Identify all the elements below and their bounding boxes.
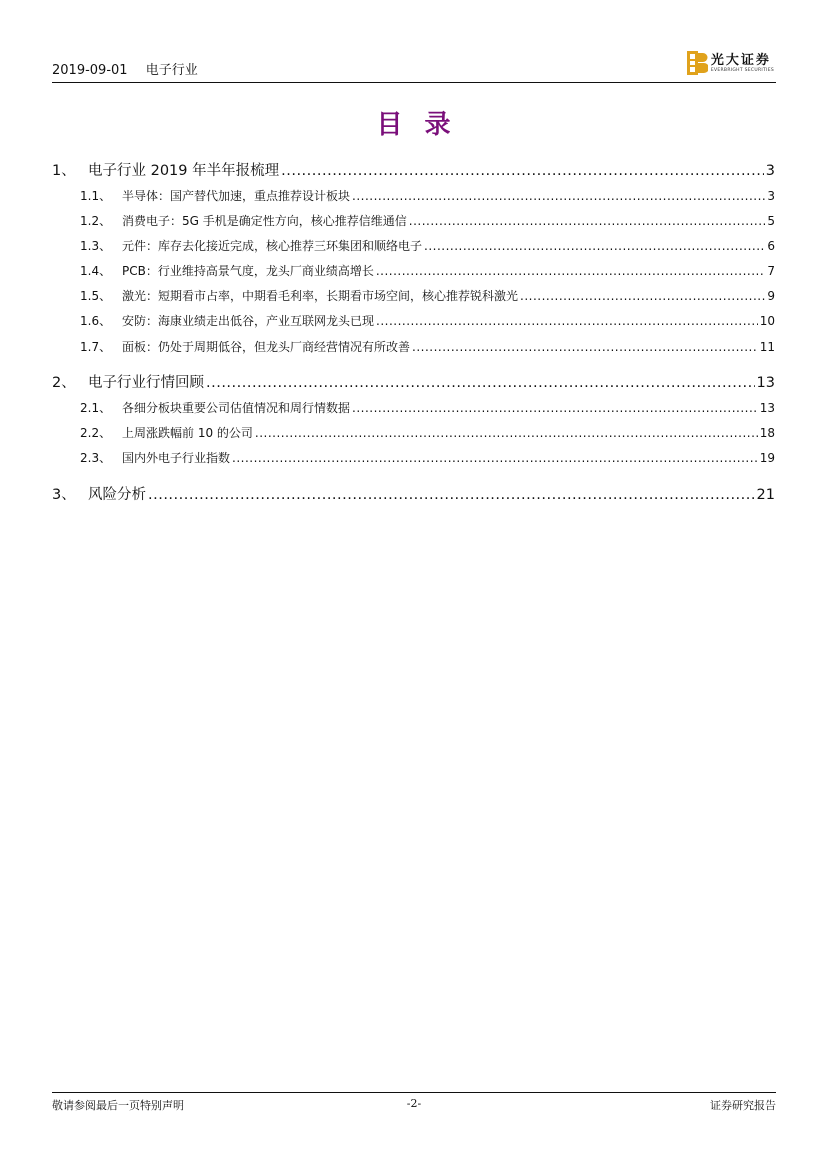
toc-entry-page: 13 [759,401,775,415]
toc-entry[interactable] [52,159,775,180]
toc-dot-leader [352,189,765,203]
page-footer [52,1097,776,1113]
toc-entry-number: 1.7、 [80,340,112,354]
toc-entry[interactable] [80,312,775,329]
toc-entry[interactable] [80,338,775,355]
toc-entry-title: 半导体：国产替代加速，重点推荐设计板块 [122,189,351,203]
report-type: 证券研究报告 [710,1099,776,1112]
header-info [52,59,212,78]
toc-dot-leader [520,289,765,303]
toc-entry[interactable] [52,483,775,504]
toc-dot-leader [255,426,758,440]
toc-entry-page: 7 [767,264,775,278]
toc-entry-page: 18 [759,426,775,440]
toc-entry[interactable] [80,424,775,441]
toc-entry-page: 9 [767,289,775,303]
footer-divider [52,1092,776,1093]
toc-entry-page: 5 [767,214,775,228]
toc-dot-leader [376,264,766,278]
toc-entry-number: 1.6、 [80,314,112,328]
toc-entry-title: 激光：短期看市占率，中期看毛利率，长期看市场空间，核心推荐锐科激光 [122,289,519,303]
logo-english-name: EVERBRIGHT SECURITIES [710,67,774,73]
toc-dot-leader [232,451,758,465]
toc-entry-number: 1.4、 [80,264,112,278]
toc-entry-title: 消费电子：5G 手机是确定性方向，核心推荐信维通信 [122,214,407,228]
toc-dot-leader [412,340,758,354]
toc-entry-number: 1.5、 [80,289,112,303]
toc-entry-title: 上周涨跌幅前 10 的公司 [122,426,253,440]
toc-entry-number: 1.1、 [80,189,112,203]
toc-entry-number: 1、 [52,163,76,179]
toc-entry-number: 2、 [52,375,76,391]
toc-entry-number: 1.2、 [80,214,112,228]
toc-dot-leader [148,487,755,503]
everbright-logo-icon [686,50,708,76]
toc-entry-page: 3 [765,163,775,179]
toc-entry-page: 6 [767,239,775,253]
toc-entry-page: 10 [759,314,775,328]
report-date: 2019-09-01 [52,63,128,78]
toc-dot-leader [376,314,758,328]
toc-dot-leader [409,214,766,228]
toc-entry-number: 2.1、 [80,401,112,415]
everbright-logo [686,50,774,76]
industry-label: 电子行业 [145,63,198,78]
toc-entry-page: 19 [759,451,775,465]
toc-entry[interactable] [80,399,775,416]
toc-entry-number: 2.2、 [80,426,112,440]
toc-entry-page: 11 [759,340,775,354]
toc-entry[interactable] [52,371,775,392]
logo-chinese-name: 光大证券 [710,52,771,68]
header-divider [52,82,776,83]
toc-dot-leader [424,239,765,253]
toc-entry-number: 3、 [52,487,76,503]
toc-entry[interactable] [80,237,775,254]
toc-entry-title: PCB：行业维持高景气度，龙头厂商业绩高增长 [122,264,374,278]
toc-entry-title: 各细分板块重要公司估值情况和周行情数据 [122,401,351,415]
toc-entry[interactable] [80,212,775,229]
toc-entry-title: 国内外电子行业指数 [122,451,231,465]
footer-disclaimer: 敬请参阅最后一页特别声明 [52,1099,184,1112]
toc-dot-leader [206,375,755,391]
toc-entry-title: 电子行业 2019 年半年报梳理 [88,163,280,179]
toc-entry-number: 1.3、 [80,239,112,253]
toc-entry-title: 元件：库存去化接近完成，核心推荐三环集团和顺络电子 [122,239,423,253]
toc-entry-page: 13 [756,375,775,391]
toc-entry[interactable] [80,262,775,279]
toc-entry-title: 电子行业行情回顾 [88,375,204,391]
toc-entry-page: 3 [767,189,775,203]
toc-entry-number: 2.3、 [80,451,112,465]
toc-title: 目录 [376,110,473,140]
toc-entry[interactable] [80,287,775,304]
toc-entry[interactable] [80,187,775,204]
toc-entry-title: 面板：仍处于周期低谷，但龙头厂商经营情况有所改善 [122,340,411,354]
toc-entry-page: 21 [756,487,775,503]
toc-entry-title: 风险分析 [88,487,146,503]
toc-entry[interactable] [80,449,775,466]
toc-entry-title: 安防：海康业绩走出低谷，产业互联网龙头已现 [122,314,375,328]
page-number: -2- [406,1097,422,1110]
page-header [52,50,776,82]
toc-dot-leader [281,163,764,179]
toc-dot-leader [352,401,758,415]
